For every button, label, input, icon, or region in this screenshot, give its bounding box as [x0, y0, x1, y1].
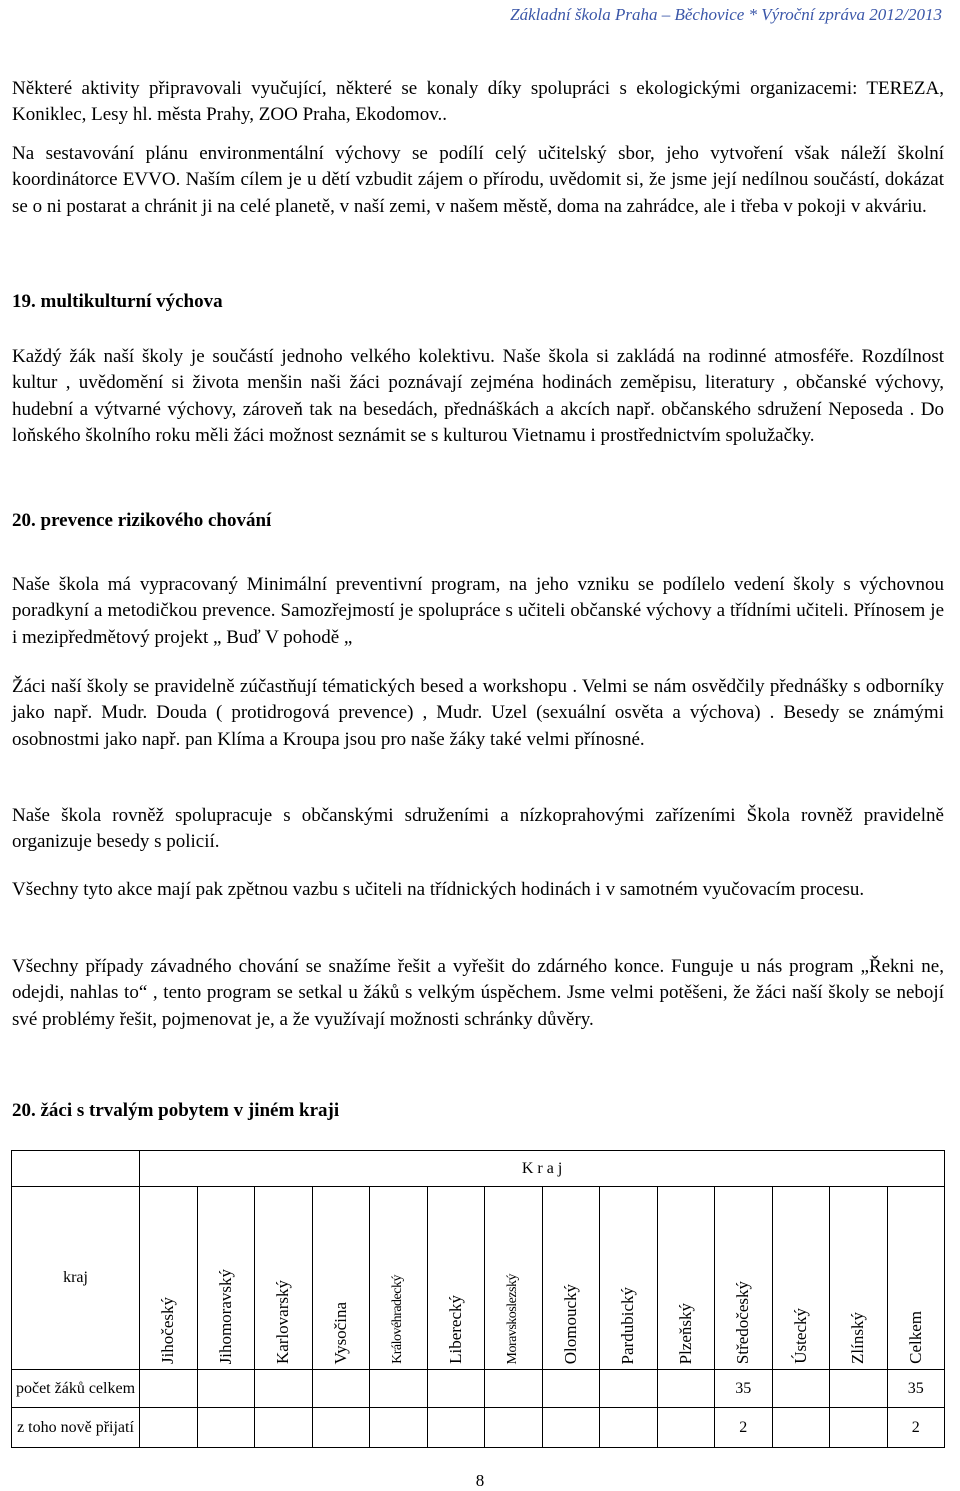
- column-header: Plzeňský: [657, 1187, 715, 1370]
- column-header: Středočeský: [715, 1187, 773, 1370]
- column-header: Jihomoravský: [197, 1187, 255, 1370]
- table-cell: [197, 1370, 255, 1408]
- row-label: z toho nově přijatí: [12, 1408, 140, 1448]
- table-cell: [657, 1408, 715, 1448]
- table-cell: [197, 1408, 255, 1448]
- table-cell: [542, 1408, 600, 1448]
- table-cell: [312, 1408, 370, 1448]
- region-table: [11, 1150, 945, 1448]
- region-table-blank-corner: [12, 1151, 140, 1187]
- column-header: Ústecký: [772, 1187, 830, 1370]
- paragraph-workshops: Žáci naší školy se pravidelně zúčastňují tématických besed a workshopu . Velmi se nám osvědčily přednášky s odborníky jako např. Mudr. Douda ( protidrogová prevence) , Mudr. Uzel (sexuální osvěta a výchova) . Besedy se známými osobnostmi jako např. pan Klíma a Kroupa jsou pro naše žáky také velmi přínosné.: [12, 676, 944, 750]
- table-cell: [657, 1370, 715, 1408]
- table-row: [12, 1408, 945, 1448]
- table-cell: [312, 1370, 370, 1408]
- table-cell: [370, 1370, 428, 1408]
- table-row: [12, 1370, 945, 1408]
- table-cell: [772, 1408, 830, 1448]
- paragraph-ecology-organizations: Některé aktivity připravovali vyučující, některé se konaly díky spolupráci s ekologickými organizacemi: TEREZA, Koniklec, Lesy hl. města Prahy, ZOO Praha, Ekodomov..: [12, 78, 944, 126]
- table-cell: [427, 1408, 485, 1448]
- document-header: Základní škola Praha – Běchovice * Výroční zpráva 2012/2013: [510, 5, 942, 24]
- table-cell: [370, 1408, 428, 1448]
- table-cell: [255, 1370, 313, 1408]
- region-group-header: K r a j: [140, 1151, 945, 1187]
- table-cell: [600, 1370, 658, 1408]
- table-cell: [830, 1370, 888, 1408]
- table-cell: [485, 1408, 543, 1448]
- column-header: Pardubický: [600, 1187, 658, 1370]
- column-header: Liberecký: [427, 1187, 485, 1370]
- table-cell: 35: [715, 1370, 773, 1408]
- heading-other-region: 20. žáci s trvalým pobytem v jiném kraji: [12, 1100, 340, 1121]
- column-header: Zlínský: [830, 1187, 888, 1370]
- column-header: Jihočeský: [140, 1187, 198, 1370]
- paragraph-cases: Všechny případy závadného chování se snažíme řešit a vyřešit do zdárného konce. Funguje u nás program „Řekni ne, odejdi, nahlas to“ , tento program se setkal u žáků s velkým úspěchem. Jsme velmi potěšeni, že žáci naší školy se nebojí své problémy řešit, pojmenovat je, a že využívají možnosti schránky důvěry.: [12, 956, 944, 1030]
- paragraph-feedback: Všechny tyto akce mají pak zpětnou vazbu s učiteli na třídnických hodinách i v samotném vyučovacím procesu.: [12, 879, 865, 900]
- table-cell: 35: [887, 1370, 945, 1408]
- paragraph-prevention-program: Naše škola má vypracovaný Minimální preventivní program, na jeho vzniku se podílelo vedení školy s výchovnou poradkyní a metodičkou prevence. Samozřejmostí je spolupráce s učiteli občanské výchovy a třídními učiteli. Přínosem je i mezipředmětový projekt „ Buď V pohodě „: [12, 574, 944, 648]
- table-cell: 2: [887, 1408, 945, 1448]
- column-header: Karlovarský: [255, 1187, 313, 1370]
- table-cell: [140, 1370, 198, 1408]
- paragraph-multicultural: Každý žák naší školy je součástí jednoho velkého kolektivu. Naše škola si zakládá na rodinné atmosféře. Rozdílnost kultur , uvědomění si života menšin naši žáci poznávají zejména hodinách zeměpisu, literatury , občanské výchovy, hudební a výtvarné výchovy, zároveň tak na besedách, přednáškách a akcích např. občanského sdružení Neposeda . Do loňského školního roku měli žáci možnost seznámit se s kulturou Vietnamu i prostřednictvím spolužačky.: [12, 346, 944, 447]
- table-cell: [140, 1408, 198, 1448]
- column-header: Olomoucký: [542, 1187, 600, 1370]
- column-header: Vysočina: [312, 1187, 370, 1370]
- table-cell: [830, 1408, 888, 1448]
- heading-risk-prevention: 20. prevence rizikového chování: [12, 510, 272, 531]
- table-cell: [427, 1370, 485, 1408]
- row-label: počet žáků celkem: [12, 1370, 140, 1408]
- table-cell: [542, 1370, 600, 1408]
- column-header: Moravskoslezský: [485, 1187, 543, 1370]
- table-cell: [772, 1370, 830, 1408]
- paragraph-cooperation: Naše škola rovněž spolupracuje s občanskými sdruženími a nízkoprahovými zařízeními Škola rovněž pravidelně organizuje besedy s policií.: [12, 805, 944, 853]
- table-cell: [485, 1370, 543, 1408]
- column-header: Celkem: [887, 1187, 945, 1370]
- page-number: 8: [475, 1471, 485, 1490]
- heading-multicultural: 19. multikulturní výchova: [12, 291, 223, 312]
- region-corner-label: kraj: [12, 1187, 140, 1370]
- paragraph-environmental-plan: Na sestavování plánu environmentální výchovy se podílí celý učitelský sbor, jeho vytvoření však náleží školní koordinátorce EVVO. Naším cílem je u dětí vzbudit zájem o přírodu, uvědomit si, že jsme její nedílnou součástí, dokázat se o ni postarat a chránit ji na celé planetě, v naší zemi, v našem městě, doma na zahrádce, ale i třeba v pokoji v akváriu.: [12, 143, 944, 217]
- table-cell: [600, 1408, 658, 1448]
- column-header: Královéhradecký: [370, 1187, 428, 1370]
- table-cell: 2: [715, 1408, 773, 1448]
- table-cell: [255, 1408, 313, 1448]
